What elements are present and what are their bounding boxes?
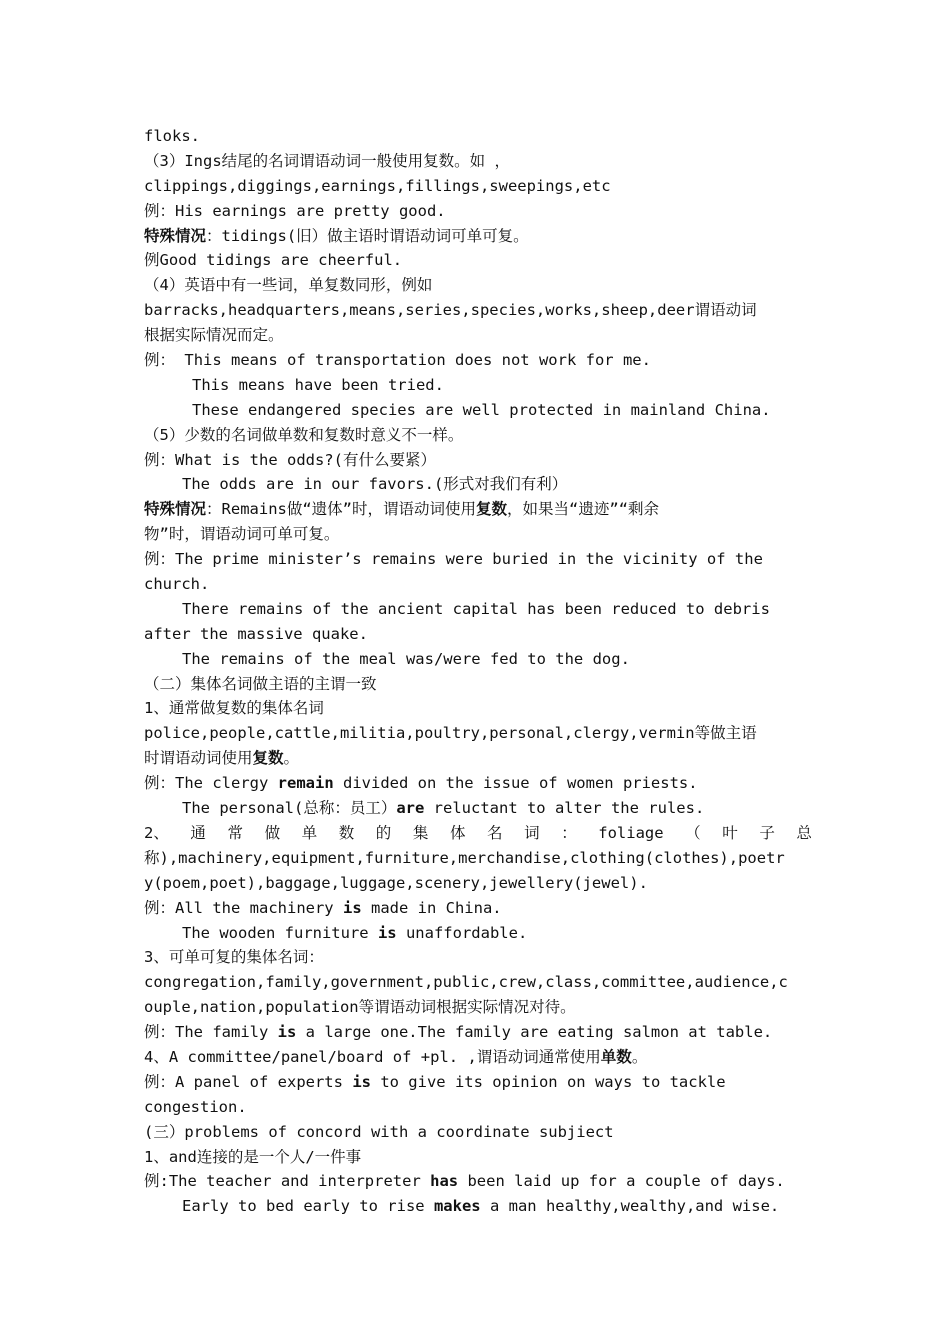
document-page: [144, 124, 812, 1219]
bold-term: 复数: [252, 749, 284, 768]
section-heading: （二）集体名词做主语的主谓一致: [144, 674, 377, 693]
example-line: The remains of the meal was/were fed to the dog.: [182, 649, 630, 668]
example-line: [144, 896, 812, 921]
section-heading: (三）problems of concord with a coordinate subjiect: [144, 1122, 614, 1141]
subheading: [144, 1045, 812, 1070]
text-span: ，如果当“遗迹”“剩余: [507, 500, 660, 519]
bold-verb: makes: [433, 1197, 481, 1216]
text-line: 根据实际情况而定。: [144, 326, 284, 345]
subheading: 1、and连接的是一个人/一件事: [144, 1147, 362, 1166]
special-case-line: [144, 224, 812, 249]
bold-verb: is: [377, 923, 397, 942]
text-span: 例：The clergy: [144, 774, 278, 793]
spread-token: foliage: [598, 823, 664, 842]
text-span: reluctant to alter the rules.: [424, 799, 705, 818]
text-span: 例:The teacher and interpreter: [144, 1172, 431, 1191]
text-span: a man healthy,wealthy,and wise.: [480, 1197, 780, 1216]
text-line: congestion.: [144, 1097, 247, 1116]
example-line: [144, 921, 812, 946]
spread-token: 常: [227, 823, 243, 842]
text-line: [144, 746, 812, 771]
spread-token: 体: [449, 823, 466, 842]
text-line: （5）少数的名词做单数和复数时意义不一样。: [144, 425, 464, 444]
example-line: These endangered species are well protected in mainland China.: [192, 400, 771, 419]
spread-token: 集: [412, 823, 429, 842]
spread-token: 单: [301, 823, 318, 842]
example-line: 例：The prime minister’s remains were buried in the vicinity of the: [144, 550, 763, 569]
example-line: [144, 771, 812, 796]
text-line: y(poem,poet),baggage,luggage,scenery,jewellery(jewel).: [144, 873, 648, 892]
text-span: been laid up for a couple of days.: [458, 1172, 785, 1191]
example-line: 例Good tidings are cheerful.: [144, 251, 403, 270]
spread-token: 叶: [722, 823, 738, 842]
example-line: The odds are in our favors.(形式对我们有利）: [182, 475, 568, 494]
text-span: divided on the issue of women priests.: [333, 774, 698, 793]
text-span: The wooden furniture: [182, 923, 378, 942]
text-line: 物”时，谓语动词可单可复。: [144, 525, 340, 544]
bold-verb: are: [396, 799, 425, 818]
text-span: 。: [283, 749, 300, 768]
colon: ：: [206, 226, 222, 245]
text-line: 称),machinery,equipment,furniture,merchandise,clothing(clothes),poetr: [144, 848, 785, 867]
text-line: （4）英语中有一些词，单复数同形，例如: [144, 276, 433, 295]
example-label: 例：: [144, 351, 176, 370]
text-line: congregation,family,government,public,crew,class,committee,audience,c: [144, 973, 788, 992]
text-span: 例：The family: [144, 1023, 278, 1042]
example-line: [144, 1020, 812, 1045]
text-span: 例：A panel of experts: [144, 1072, 353, 1091]
text-line: clippings,diggings,earnings,fillings,sweepings,etc: [144, 176, 611, 195]
example-line: [144, 1169, 812, 1194]
subheading: 1、通常做复数的集体名词: [144, 699, 324, 718]
spread-token: （: [685, 823, 701, 842]
text-span: a large one.The family are eating salmon at table.: [296, 1023, 773, 1042]
text-span: 4、A committee/panel/board of +pl. ,谓语动词通常使用: [144, 1047, 601, 1066]
colon: ：: [206, 500, 222, 519]
subheading-justified: [144, 821, 812, 846]
text-line: ouple,nation,population等谓语动词根据实际情况对待。: [144, 998, 576, 1017]
text-span: tidings(旧）做主语时谓语动词可单可复。: [221, 226, 529, 245]
text-line: barracks,headquarters,means,series,species,works,sheep,deer谓语动词: [144, 301, 757, 320]
spread-token: 的: [375, 823, 392, 842]
text-span: This means of transportation does not work for me.: [184, 351, 651, 370]
text-span: unaffordable.: [396, 923, 528, 942]
spread-token: ：: [561, 823, 577, 842]
spread-token: 做: [264, 823, 281, 842]
spread-token: 子: [759, 823, 775, 842]
spread-token: 2、: [144, 823, 169, 842]
example-line: [144, 796, 812, 821]
special-case-label: 特殊情况: [144, 500, 207, 519]
example-line: 例：His earnings are pretty good.: [144, 201, 446, 220]
bold-verb: is: [277, 1023, 297, 1042]
bold-term: 复数: [476, 500, 508, 519]
spread-token: 通: [190, 823, 206, 842]
example-line: 例：What is the odds?(有什么要紧）: [144, 450, 436, 469]
text-line: floks.: [144, 127, 200, 145]
text-line: （3）Ings结尾的名词谓语动词一般使用复数。如 ，: [144, 151, 510, 170]
text-line: police,people,cattle,militia,poultry,personal,clergy,vermin等做主语: [144, 724, 757, 743]
text-line: church.: [144, 575, 210, 594]
spread-token: 词: [524, 823, 540, 842]
special-case-label: 特殊情况: [144, 226, 207, 245]
spread-token: 名: [487, 823, 503, 842]
bold-verb: is: [342, 898, 362, 917]
example-line: [144, 1194, 812, 1219]
text-span: 例：All the machinery: [144, 898, 343, 917]
text-span: The personal(总称：员工）: [182, 799, 397, 818]
example-line: There remains of the ancient capital has been reduced to debris: [182, 599, 770, 618]
example-line: This means have been tried.: [192, 375, 444, 394]
subheading: 3、可单可复的集体名词：: [144, 948, 324, 967]
text-span: 时谓语动词使用: [144, 749, 253, 768]
special-case-line: [144, 497, 812, 522]
text-span: to give its opinion on ways to tackle: [370, 1072, 726, 1091]
spread-token: 总: [796, 823, 812, 842]
text-span: made in China.: [361, 898, 502, 917]
bold-verb: is: [352, 1072, 371, 1091]
text-span: Remains做“遗体”时，谓语动词使用: [221, 500, 477, 519]
bold-verb: remain: [277, 774, 334, 793]
text-span: Early to bed early to rise: [182, 1197, 434, 1216]
bold-term: 单数: [600, 1047, 632, 1066]
bold-verb: has: [430, 1172, 459, 1191]
example-line: [144, 1070, 812, 1095]
spread-token: 数: [338, 823, 355, 842]
example-line: [144, 348, 812, 373]
text-line: after the massive quake.: [144, 624, 368, 643]
text-span: 。: [631, 1047, 648, 1066]
